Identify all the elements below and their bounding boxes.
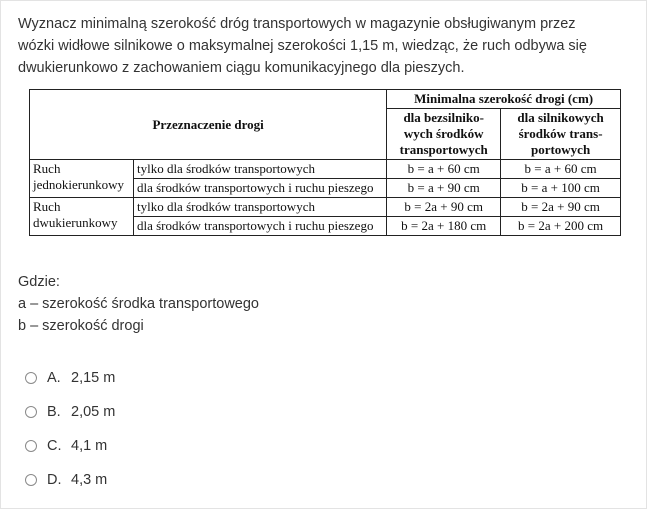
radio-icon[interactable] (25, 406, 37, 418)
header-nonmotor (387, 109, 501, 160)
option-text: 4,3 m (71, 472, 108, 488)
radio-icon[interactable] (25, 474, 37, 486)
group-two-way (30, 198, 134, 236)
header-motor-line: portowych (530, 142, 591, 157)
table-row (30, 160, 621, 179)
legend (18, 271, 259, 337)
option-text: 2,15 m (71, 370, 116, 386)
header-purpose: Przeznaczenie drogi (30, 90, 387, 160)
question-text (18, 13, 618, 79)
header-nonmotor-line: dla bezsilniko- (403, 110, 484, 125)
motor-cell: b = a + 60 cm (501, 160, 621, 179)
legend-a: a – szerokość środka transportowego (18, 296, 259, 312)
purpose-cell: dla środków transportowych i ruchu pieszego (133, 217, 386, 236)
motor-cell: b = 2a + 90 cm (501, 198, 621, 217)
option-letter: D. (47, 472, 62, 488)
motor-cell: b = a + 100 cm (501, 179, 621, 198)
group-line: dwukierunkowy (33, 215, 118, 230)
header-motor-line: środków trans- (518, 126, 603, 141)
option-letter: C. (47, 438, 62, 454)
group-line: Ruch (33, 161, 61, 176)
option-c[interactable] (25, 429, 115, 463)
nonmotor-cell: b = a + 60 cm (387, 160, 501, 179)
legend-b: b – szerokość drogi (18, 318, 144, 334)
group-line: Ruch (33, 199, 61, 214)
option-text: 4,1 m (71, 438, 108, 454)
option-a[interactable] (25, 361, 115, 395)
answer-options (25, 361, 115, 497)
purpose-cell: tylko dla środków transportowych (133, 198, 386, 217)
nonmotor-cell: b = a + 90 cm (387, 179, 501, 198)
radio-icon[interactable] (25, 372, 37, 384)
question-line: Wyznacz minimalną szerokość dróg transportowych w magazynie obsługiwanym przez (18, 16, 576, 32)
road-width-table-image (26, 85, 624, 262)
question-line: dwukierunkowo z zachowaniem ciągu komunikacyjnego dla pieszych. (18, 60, 465, 76)
question-line: wózki widłowe silnikowe o maksymalnej szerokości 1,15 m, wiedząc, że ruch odbywa się (18, 38, 587, 54)
motor-cell: b = 2a + 200 cm (501, 217, 621, 236)
radio-icon[interactable] (25, 440, 37, 452)
nonmotor-cell: b = 2a + 90 cm (387, 198, 501, 217)
option-letter: A. (47, 370, 61, 386)
option-text: 2,05 m (71, 404, 116, 420)
group-one-way (30, 160, 134, 198)
table-row (30, 198, 621, 217)
header-motor (501, 109, 621, 160)
purpose-cell: tylko dla środków transportowych (133, 160, 386, 179)
option-letter: B. (47, 404, 61, 420)
option-d[interactable] (25, 463, 115, 497)
option-b[interactable] (25, 395, 115, 429)
legend-title: Gdzie: (18, 274, 60, 290)
road-width-table (29, 89, 621, 236)
header-nonmotor-line: wych środków (403, 126, 484, 141)
header-nonmotor-line: transportowych (399, 142, 488, 157)
header-min-width: Minimalna szerokość drogi (cm) (387, 90, 621, 109)
purpose-cell: dla środków transportowych i ruchu pieszego (133, 179, 386, 198)
header-motor-line: dla silnikowych (517, 110, 604, 125)
nonmotor-cell: b = 2a + 180 cm (387, 217, 501, 236)
group-line: jednokierunkowy (33, 177, 124, 192)
